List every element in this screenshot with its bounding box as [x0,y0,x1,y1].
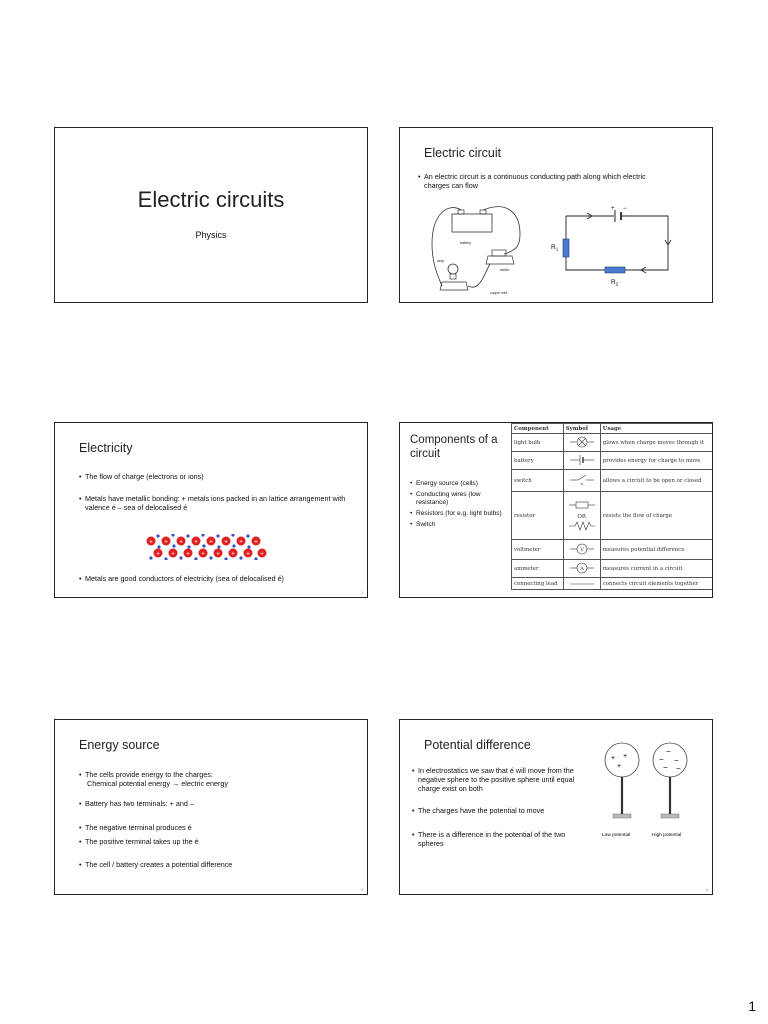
component-cell: light bulb [512,434,564,452]
ammeter-letter: A [579,565,584,572]
electron [254,557,257,560]
ion-sign: + [246,550,250,558]
bullet: • The cell / battery creates a potential difference [79,860,349,869]
svg-text:−: − [666,747,671,756]
usage-cell: provides energy for charge to move [600,452,713,470]
electron [247,545,250,548]
electron [172,544,175,547]
bullet: • Resistors (for e.g. light bulbs) [410,510,508,518]
low-potential-label: Low potential [602,833,631,838]
electron [224,557,227,560]
bullet: • Conducting wires (low resistance) [410,491,508,507]
ion-sign: + [239,538,243,546]
ion-sign: + [164,538,168,546]
ion-sign: + [149,538,153,546]
table-row [512,540,714,560]
bullet: • The charges have the potential to move [412,806,584,815]
table-row [512,560,714,578]
slide-page-number: 6 [705,887,708,892]
r2-label: $R_2$ [611,279,619,287]
bullet: • An electric circuit is a continuous conducting path along which electric charges can flow [418,172,663,190]
electron [179,556,182,559]
ion-sign: + [254,538,258,546]
electron [156,534,159,537]
circuit-sketch-figure [428,204,546,300]
bullet-list [410,480,508,532]
svg-text:+: + [623,753,628,760]
electron [231,534,234,537]
energy-conversion-line: Chemical potential energy → electric energy [87,779,229,788]
charged-spheres-figure [590,740,712,840]
component-cell: ammeter [512,560,564,578]
electron [149,556,152,559]
svg-text:−: − [659,755,664,764]
slide-electricity [54,422,368,598]
bullet: • Metals are good conductors of electricity (sea of delocalised é) [79,574,349,583]
ion-sign: + [224,538,228,546]
svg-text:+: + [611,755,616,762]
or-text: OR [577,513,586,520]
usage-cell: connects circuit elements together [600,578,713,590]
bullet: • Battery has two terminals: + and – [79,799,349,808]
slide-title: Electric circuit [424,146,502,160]
electron [187,545,190,548]
electron [246,534,249,537]
ion-sign: + [209,538,213,546]
slide-potential-difference [399,719,713,895]
svg-text:−: − [676,764,681,773]
presentation-subtitle: Physics [195,230,227,240]
switch-label: switch [500,268,510,272]
ion-sign: + [231,550,235,558]
bullet: • The cells provide energy to the charges: [79,770,349,779]
bullet: • Metals have metallic bonding: + metals ions packed in an lattice arrangement with valence é – sea of delocalised é [79,494,349,512]
electron [202,544,205,547]
component-cell: battery [512,452,564,470]
bullet: • Switch [410,521,508,529]
column-header: Component [512,424,564,434]
ion-sign: + [260,550,264,558]
bullet: • There is a difference in the potential of the two spheres [412,830,584,848]
ion-sign: + [194,538,198,546]
ion-sign: + [201,550,205,558]
column-header: Usage [600,424,713,434]
usage-cell: measures potential difference [600,540,713,560]
bullet: • In electrostatics we saw that é will move from the negative sphere to the positive sphere until equal charge exist on both [412,766,584,793]
light-bulb-symbol [563,434,600,452]
electron [232,544,235,547]
bullet: • The negative terminal produces é [79,823,349,832]
electron [216,534,219,537]
page-number: 1 [748,998,756,1014]
electron [239,556,242,559]
component-cell: connecting lead [512,578,564,590]
electron [194,557,197,560]
voltmeter-symbol [563,540,600,560]
electron [164,557,167,560]
electron [186,534,189,537]
wire-label: copper wire [490,291,508,295]
svg-text:+: + [617,763,622,770]
column-header: Symbol [563,424,600,434]
presentation-title: Electric circuits [137,187,285,212]
bullet-list [79,770,349,869]
battery-plus: + [611,206,615,212]
svg-text:−: − [663,763,668,772]
slide-components [399,422,713,598]
electron [157,545,160,548]
ion-sign: + [186,550,190,558]
table-row [512,452,714,470]
resistor-symbol [563,492,600,540]
circuit-diagram [548,202,678,294]
resistor-r2 [605,267,625,273]
components-table [511,423,713,590]
bullet: • The positive terminal takes up the é [79,837,349,846]
usage-cell: allows a circuit to be open or closed [600,470,713,492]
slide-title [54,127,368,303]
metallic-lattice-figure [145,534,269,560]
resistor-r1 [563,239,569,257]
table-header-row [512,424,714,434]
slide-title: Energy source [79,738,160,752]
bullet-list [79,472,349,512]
ion-sign: + [179,538,183,546]
bullet: • Energy source (cells) [410,480,508,488]
table-row [512,578,714,590]
ion-sign: + [171,550,175,558]
slide-electric-circuit [399,127,713,303]
slide-page-number: 3 [360,590,363,595]
battery-minus: − [623,206,627,212]
bullet-list [412,766,584,848]
bullet-list [79,574,349,583]
battery-symbol [563,452,600,470]
component-cell: resistor [512,492,564,540]
electron [201,534,204,537]
r1-label: $R_1$ [551,244,559,252]
slide-title: Components of a circuit [410,434,498,460]
usage-cell: resists the flow of charge [600,492,713,540]
electron [209,556,212,559]
svg-text:−: − [674,756,679,765]
component-cell: voltmeter [512,540,564,560]
high-potential-label: High potential [652,833,682,838]
ion-sign: + [216,550,220,558]
switch-symbol [563,470,600,492]
slide-title: Potential difference [424,738,531,752]
slide-energy-source [54,719,368,895]
slide-page-number: 5 [360,887,363,892]
lamp-label: lamp [437,259,445,263]
electron [171,534,174,537]
battery-label: battery [460,241,471,245]
slide-title: Electricity [79,441,133,455]
bullet: • The flow of charge (electrons or ions) [79,472,349,481]
ion-sign: + [156,550,160,558]
ammeter-symbol [563,560,600,578]
usage-cell: glows when charge moves through it [600,434,713,452]
table-row [512,470,714,492]
usage-cell: measures current in a circuit [600,560,713,578]
voltmeter-letter: V [579,546,584,553]
component-cell: switch [512,470,564,492]
electron [217,545,220,548]
connecting-lead-symbol [563,578,600,590]
bullet-list [418,172,663,190]
table-row [512,434,714,452]
table-row [512,492,714,540]
